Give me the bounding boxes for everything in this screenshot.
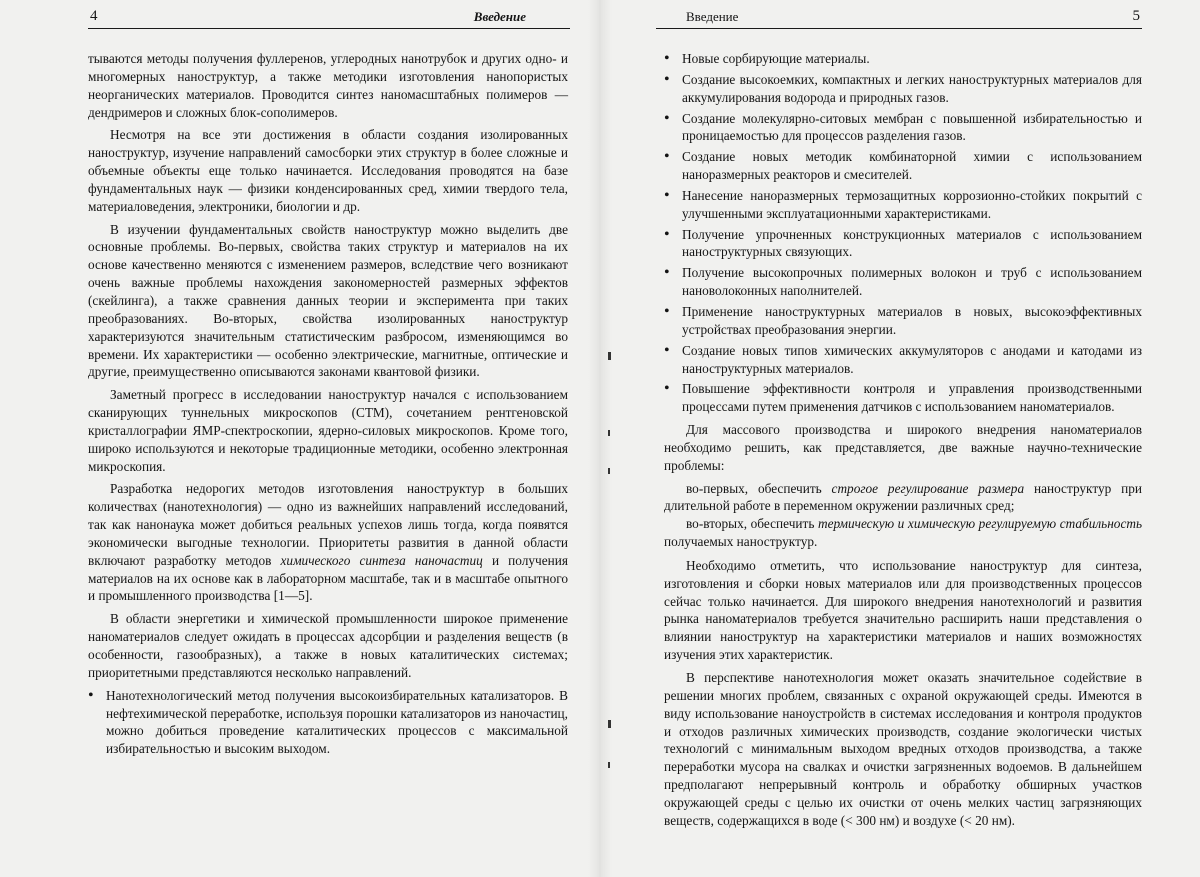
running-title-left: Введение [473,9,526,24]
paragraph: Заметный прогресс в исследовании наноструктур начался с использованием сканирующих туннельных микроскопов (СТМ), сочетанием рентгеновской кристаллографии ЯМР-спектроскопии, ядерно-силовых микроскопов. Кроме того, широко используются и некоторые традиционные методики, особенно электронная микроскопия. [88,387,568,474]
scan-speck [608,352,611,360]
running-title-right: Введение [686,9,739,24]
paragraph [88,480,568,605]
bullet-list-left [88,687,568,758]
text-run: во-первых, обеспечить [686,480,832,496]
scan-speck [608,430,610,436]
bullet-item: • Нанесение наноразмерных термозащитных коррозионно-стойких покрытий с улучшенными эксплуатационными характеристиками. [664,187,1142,223]
bullet-item: • Получение высокопрочных полимерных волокон и труб с использованием нановолоконных наполнителей. [664,264,1142,300]
right-page-body [664,50,1142,835]
paragraph [664,515,1142,551]
bullet-item: • Создание высокоемких, компактных и легких наноструктурных материалов для аккумулирования водорода и природных газов. [664,71,1142,107]
scan-speck [608,720,611,728]
page-number-left: 4 [90,8,98,24]
bullet-list-right [664,50,1142,416]
bullet-item: • Применение наноструктурных материалов в новых, высокоэффективных устройствах преобразования энергии. [664,303,1142,339]
emphasized-text: термическую и химическую регулируемую стабильность [817,516,1142,532]
left-page-body [88,50,568,763]
paragraph: Несмотря на все эти достижения в области создания изолированных наноструктур, изучение направлений самосборки этих структур в более сложные и объемные объекты еще только начинается. Исследования проводятся на базе фундаментальных наук — физики конденсированных сред, химии твердого тела, материаловедения, электроники, биологии и др. [88,127,568,214]
bullet-item: • Получение упрочненных конструкционных материалов с использованием наноструктурных связующих. [664,226,1142,262]
bullet-item: • Новые сорбирующие материалы. [664,50,1142,68]
text-run: наноструктур при длительной работе в переменном окружении различных сред; [664,480,1142,514]
text-run: Разработка недорогих методов изготовления наноструктур в больших количествах (нанотехнология) — одно из важнейших направлений исследований, так как нанонаука может добиться реальных успехов лишь тогда, когда появятся экономически выгодные технологии. Приоритеты развития в данной области включают разработку методов [88,481,568,568]
scan-speck [608,762,610,768]
paragraph: В перспективе нанотехнология может оказать значительное содействие в решении многих проблем, связанных с охраной окружающей среды. Имеются в виду использование наноустройств в системах исследования и контроля продуктов и отходов различных химических производств, создание экологически чистых технологий с минимальным выходом вредных отходов производства, а также переработки мусора на свалках и очистки загрязненных водоемов. В дальнейшем предполагают непрерывный контроль и обработку обширных участков окружающей среды с целью их очистки от очень мелких частиц загрязняющих веществ, содержащихся в воде (< 300 нм) и воздухе (< 20 нм). [664,670,1142,828]
running-head-left [88,6,570,29]
paragraph: В области энергетики и химической промышленности широкое применение наноматериалов следует ожидать в процессах адсорбции и разделения веществ (в особенности, газообразных), а также в новых каталитических системах; приоритетными представляются несколько направлений. [88,611,568,680]
paragraph [664,480,1142,516]
emphasized-text: строгое регулирование размера [831,480,1025,496]
scan-speck [608,468,610,474]
text-run: получаемых наноструктур. [664,534,818,550]
bullet-item: • Создание новых типов химических аккумуляторов с анодами и катодами из наноструктурных материалов. [664,342,1142,378]
emphasized-text: химического синтеза наночастиц [280,552,483,568]
bullet-item: • Нанотехнологический метод получения высокоизбирательных катализаторов. В нефтехимической переработке, используя порошки катализаторов из наночастиц, можно добиться проведение каталитических процессов с максимальной избирательностью и высоким выходом. [88,687,568,758]
running-head-right [656,6,1142,29]
bullet-item: • Создание новых методик комбинаторной химии с использованием наноразмерных реакторов и смесителей. [664,148,1142,184]
bullet-item: • Повышение эффективности контроля и управления производственными процессами путем применения датчиков с использованием наноматериалов. [664,380,1142,416]
right-page [600,0,1200,877]
paragraph: тываются методы получения фуллеренов, углеродных нанотрубок и других одно- и многомерных наноструктур, а также методики изготовления нанопористых неорганических материалов. Проводится синтез наномасштабных полимеров — дендримеров и сложных блок-сополимеров. [88,51,568,120]
text-run: во-вторых, обеспечить [686,516,818,532]
page-number-right: 5 [1132,8,1140,24]
bullet-item: • Создание молекулярно-ситовых мембран с повышенной избирательностью и проницаемостью для процессов разделения газов. [664,110,1142,146]
text-run: и получения материалов на их основе как в лабораторном масштабе, так и в масштабе опытного и промышленного производства [1—5]. [88,552,568,604]
paragraph: Необходимо отметить, что использование наноструктур для синтеза, изготовления и сборки новых материалов или для производственных процессов сейчас только начинается. Для широкого внедрения нанотехнологий и развития рынка наноматериалов требуется значительно расширить наши представления о влиянии наноструктур на характеристики материалов и наших возможностях изучения этих характеристик. [664,557,1142,663]
paragraph: В изучении фундаментальных свойств наноструктур можно выделить две основные проблемы. Во-первых, свойства таких структур и материалов на их основе качественно меняются с изменением размеров, вследствие чего возникают очень важные проблемы нахождения закономерностей размерных эффектов (скейлинга), а также сравнения данных теории и эксперимента при таких преобразованиях. Во-вторых, свойства изолированных наноструктур характеризуются значительным статистическим разбросом, изменяющимся во времени. Их характеристики — особенно электрические, магнитные, оптические и другие, преимущественно описываются законами квантовой физики. [88,221,568,380]
paragraph: Для массового производства и широкого внедрения наноматериалов необходимо решить, как представляется, две важные научно-технические проблемы: [664,422,1142,473]
